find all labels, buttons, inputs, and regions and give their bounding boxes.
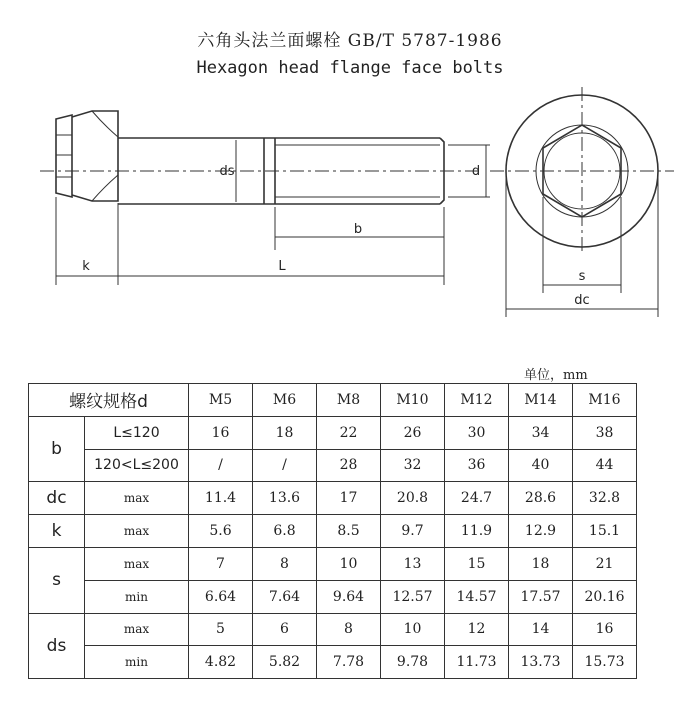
size-cell: M14 bbox=[509, 384, 573, 417]
label-k: k bbox=[82, 259, 90, 274]
table-row bbox=[29, 449, 637, 482]
value-cell: 10 bbox=[381, 613, 445, 646]
value-cell: 15.1 bbox=[573, 515, 637, 548]
value-cell: 5.82 bbox=[253, 646, 317, 679]
value-cell: 15.73 bbox=[573, 646, 637, 679]
value-cell: 11.73 bbox=[445, 646, 509, 679]
value-cell: 21 bbox=[573, 547, 637, 580]
value-cell: / bbox=[253, 449, 317, 482]
label-b: b bbox=[353, 222, 363, 237]
value-cell: 32 bbox=[381, 449, 445, 482]
value-cell: 13 bbox=[381, 547, 445, 580]
table-row bbox=[29, 482, 637, 515]
value-cell: 34 bbox=[509, 416, 573, 449]
sub-label: min bbox=[85, 580, 189, 613]
bolt-end-view bbox=[490, 87, 674, 255]
value-cell: 11.4 bbox=[189, 482, 253, 515]
table-row bbox=[29, 416, 637, 449]
table-row bbox=[29, 613, 637, 646]
table-row bbox=[29, 646, 637, 679]
value-cell: 13.6 bbox=[253, 482, 317, 515]
value-cell: 8 bbox=[317, 613, 381, 646]
value-cell: 20.16 bbox=[573, 580, 637, 613]
bolt-side-view bbox=[56, 111, 444, 204]
title-chinese: 六角头法兰面螺栓 GB/T 5787-1986 bbox=[197, 31, 503, 51]
value-cell: 26 bbox=[381, 416, 445, 449]
value-cell: 7.78 bbox=[317, 646, 381, 679]
value-cell: 4.82 bbox=[189, 646, 253, 679]
table-row bbox=[29, 547, 637, 580]
size-cell: M5 bbox=[189, 384, 253, 417]
size-cell: M16 bbox=[573, 384, 637, 417]
value-cell: 14 bbox=[509, 613, 573, 646]
value-cell: 7 bbox=[189, 547, 253, 580]
row-label-ds: ds bbox=[29, 613, 85, 679]
value-cell: 18 bbox=[253, 416, 317, 449]
value-cell: 24.7 bbox=[445, 482, 509, 515]
value-cell: / bbox=[189, 449, 253, 482]
label-dc: dc bbox=[574, 293, 590, 308]
value-cell: 5.6 bbox=[189, 515, 253, 548]
value-cell: 17 bbox=[317, 482, 381, 515]
value-cell: 32.8 bbox=[573, 482, 637, 515]
unit-label: 单位，mm bbox=[524, 368, 588, 383]
value-cell: 9.78 bbox=[381, 646, 445, 679]
value-cell: 6 bbox=[253, 613, 317, 646]
value-cell: 5 bbox=[189, 613, 253, 646]
value-cell: 22 bbox=[317, 416, 381, 449]
value-cell: 12 bbox=[445, 613, 509, 646]
value-cell: 9.7 bbox=[381, 515, 445, 548]
sub-label: min bbox=[85, 646, 189, 679]
value-cell: 18 bbox=[509, 547, 573, 580]
label-L: L bbox=[278, 259, 286, 274]
value-cell: 8.5 bbox=[317, 515, 381, 548]
table-row bbox=[29, 580, 637, 613]
value-cell: 28 bbox=[317, 449, 381, 482]
value-cell: 9.64 bbox=[317, 580, 381, 613]
row-label-b: b bbox=[29, 416, 85, 482]
sub-label: max bbox=[85, 515, 189, 548]
value-cell: 8 bbox=[253, 547, 317, 580]
table-row bbox=[29, 515, 637, 548]
size-cell: M6 bbox=[253, 384, 317, 417]
value-cell: 12.57 bbox=[381, 580, 445, 613]
value-cell: 15 bbox=[445, 547, 509, 580]
value-cell: 16 bbox=[573, 613, 637, 646]
value-cell: 17.57 bbox=[509, 580, 573, 613]
b-condition: L≤120 bbox=[85, 416, 189, 449]
title-english: Hexagon head flange face bolts bbox=[196, 58, 504, 78]
value-cell: 38 bbox=[573, 416, 637, 449]
table-row-header bbox=[29, 384, 637, 417]
header-spec: 螺纹规格d bbox=[29, 384, 189, 417]
label-s: s bbox=[578, 269, 586, 284]
row-label-dc: dc bbox=[29, 482, 85, 515]
value-cell: 14.57 bbox=[445, 580, 509, 613]
size-cell: M10 bbox=[381, 384, 445, 417]
value-cell: 30 bbox=[445, 416, 509, 449]
row-label-k: k bbox=[29, 515, 85, 548]
value-cell: 36 bbox=[445, 449, 509, 482]
sub-label: max bbox=[85, 613, 189, 646]
value-cell: 12.9 bbox=[509, 515, 573, 548]
bolt-drawing bbox=[20, 85, 680, 355]
dimension-table bbox=[28, 383, 637, 679]
label-ds: ds bbox=[219, 164, 235, 179]
sub-label: max bbox=[85, 547, 189, 580]
sub-label: max bbox=[85, 482, 189, 515]
label-d: d bbox=[471, 164, 481, 179]
value-cell: 10 bbox=[317, 547, 381, 580]
value-cell: 40 bbox=[509, 449, 573, 482]
row-label-s: s bbox=[29, 547, 85, 613]
value-cell: 20.8 bbox=[381, 482, 445, 515]
value-cell: 11.9 bbox=[445, 515, 509, 548]
b-condition: 120<L≤200 bbox=[85, 449, 189, 482]
value-cell: 28.6 bbox=[509, 482, 573, 515]
value-cell: 7.64 bbox=[253, 580, 317, 613]
size-cell: M12 bbox=[445, 384, 509, 417]
value-cell: 16 bbox=[189, 416, 253, 449]
value-cell: 13.73 bbox=[509, 646, 573, 679]
size-cell: M8 bbox=[317, 384, 381, 417]
value-cell: 6.64 bbox=[189, 580, 253, 613]
value-cell: 44 bbox=[573, 449, 637, 482]
value-cell: 6.8 bbox=[253, 515, 317, 548]
